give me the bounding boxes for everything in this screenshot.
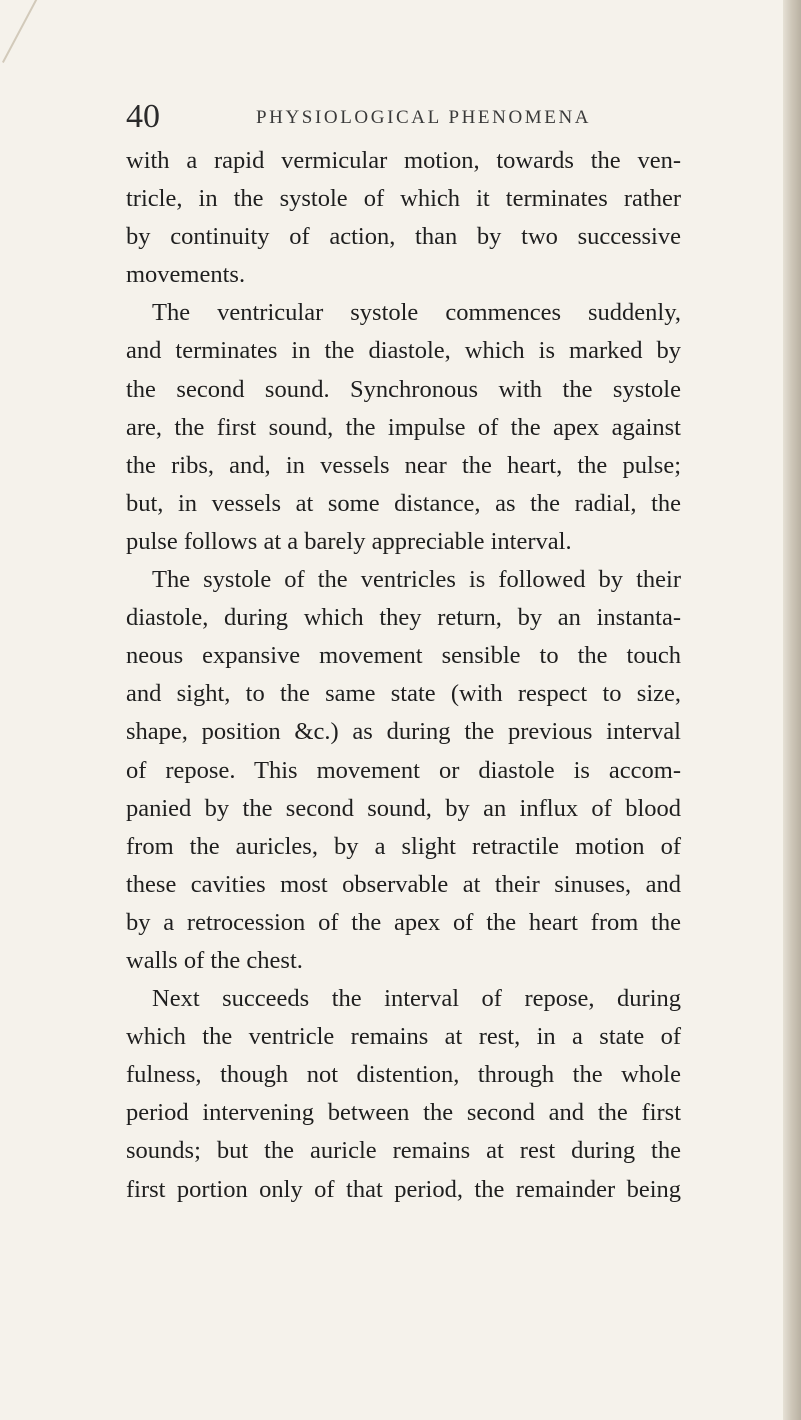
text-line: these cavities most observable at their sinuses, and xyxy=(126,870,681,898)
text-line: of repose. This movement or diastole is accom- xyxy=(126,756,681,784)
text-line: by a retrocession of the apex of the heart from the xyxy=(126,908,681,936)
text-line: by continuity of action, than by two successive xyxy=(126,223,681,251)
text-line: and terminates in the diastole, which is marked by xyxy=(126,337,681,365)
text-line: period intervening between the second and the first xyxy=(126,1099,681,1127)
page-edge-shadow xyxy=(783,0,801,1420)
page-header xyxy=(0,98,801,138)
text-line: movements. xyxy=(126,261,246,289)
text-line: which the ventricle remains at rest, in a state of xyxy=(126,1023,681,1051)
page-number: 40 xyxy=(126,98,160,135)
body-text xyxy=(126,142,681,1209)
text-line: and sight, to the same state (with respect to size, xyxy=(126,680,681,708)
text-line: first portion only of that period, the remainder being xyxy=(126,1175,681,1203)
page-corner-mark xyxy=(2,0,41,63)
running-head: PHYSIOLOGICAL PHENOMENA xyxy=(256,107,592,128)
text-line: the second sound. Synchronous with the systole xyxy=(126,375,681,403)
text-line: the ribs, and, in vessels near the heart, the pulse; xyxy=(126,451,681,479)
text-line: Next succeeds the interval of repose, during xyxy=(152,985,681,1013)
text-line: diastole, during which they return, by an instanta- xyxy=(126,604,681,632)
text-line: with a rapid vermicular motion, towards the ven- xyxy=(126,147,681,174)
text-line: are, the first sound, the impulse of the apex against xyxy=(126,413,681,441)
text-line: neous expansive movement sensible to the touch xyxy=(126,642,681,670)
text-line: fulness, though not distention, through the whole xyxy=(126,1061,681,1089)
text-line: from the auricles, by a slight retractile motion of xyxy=(126,832,681,860)
text-line: The systole of the ventricles is followed by their xyxy=(152,566,681,594)
text-line: The ventricular systole commences suddenly, xyxy=(152,299,681,327)
text-line: tricle, in the systole of which it terminates rather xyxy=(126,185,681,213)
text-line: pulse follows at a barely appreciable interval. xyxy=(126,527,572,555)
text-line: but, in vessels at some distance, as the radial, the xyxy=(126,489,681,517)
text-line: shape, position &c.) as during the previous interval xyxy=(126,718,681,746)
text-line: panied by the second sound, by an influx of blood xyxy=(126,794,681,822)
text-line: walls of the chest. xyxy=(126,946,303,974)
text-line: sounds; but the auricle remains at rest during the xyxy=(126,1137,681,1165)
